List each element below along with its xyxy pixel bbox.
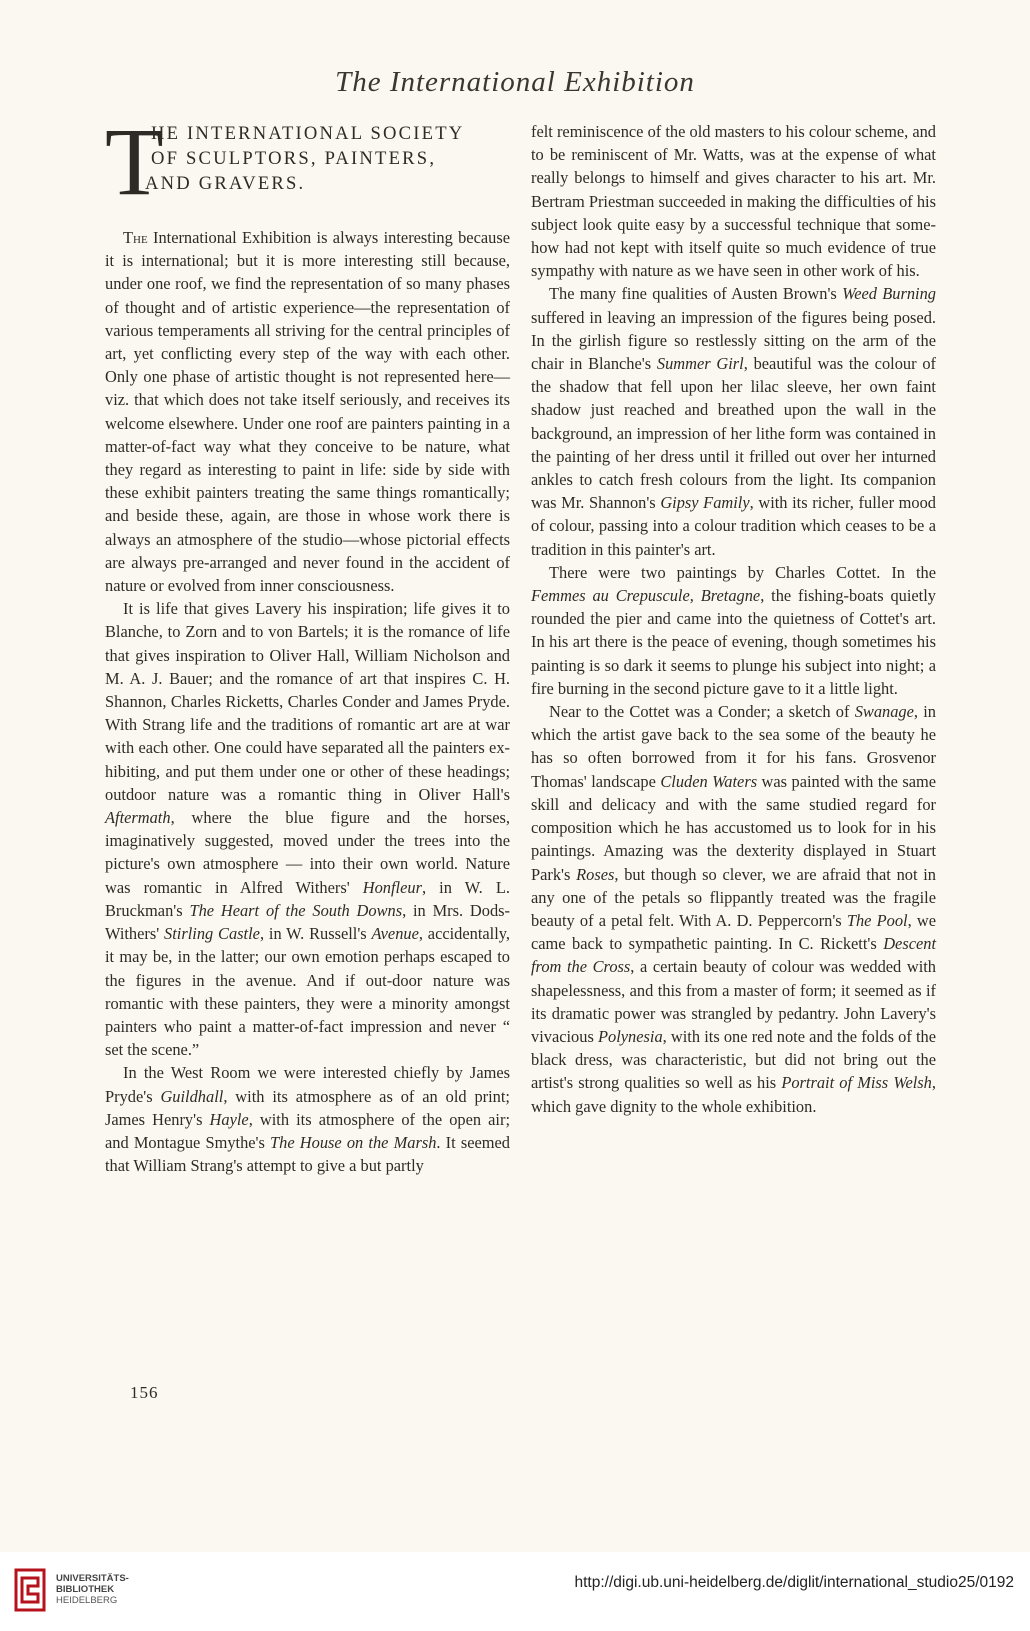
library-logo-icon (14, 1568, 46, 1612)
heading-line-1: HE INTERNATIONAL SOCIETY (151, 123, 465, 144)
drop-cap: T (105, 108, 164, 215)
footer-bar (0, 1552, 1030, 1631)
paragraph: In the West Room we were interested chiefly by James Pryde's Guildhall, with its atmosphere as of an old print; James Henry's Hayle, with its atmosphere of the open air; and Montague Smythe's The House on the Marsh. It seemed that William Strang's attempt to give a but partly (105, 1063, 511, 1176)
paragraph: The International Exhibition is always interesting because it is international; but it is more interesting still because, under one roof, we find the representation of so many phases of thought and of artistic experience—the representation of various temperaments all striving for the central principles of art, yet conflicting every step of the way with each other. Only one phase of artistic thought is not represented here—viz. that which does not take itself seriously, and receives its welcome elsewhere. Under one roof are painters painting in a matter-of-fact way what they conceive to be nature, what they regard as interesting to paint in life: side by side with these exhibit painters treating the same things romantically; and beside these, again, are those in whose work there is always an atmosphere of the studio—whose pictorial effects are always pre-arranged and never found in the accident of nature or evolved from inner consciousness. (105, 228, 510, 596)
paragraph: felt reminiscence of the old masters to his colour scheme, and to be reminiscent of Mr. Watts, was at the expense of what really belongs to himself and gives character to his art. Mr. Bertram Priestman succeeded in making the difficulties of his subject look quite easy by a successful technique that somehow had not kept with itself quite so much evidence of true sympathy with nature as we have seen in other work of his. (531, 122, 936, 281)
article-heading (105, 108, 510, 218)
heading-line-3: AND GRAVERS. (145, 173, 306, 194)
paragraph: It is life that gives Lavery his inspiration; life gives it to Blanche, to Zorn and to von Bartels; it is the romance of life that gives inspiration to Oliver Hall, William Nicholson and M. A. J. Bauer; and the romance of art that inspires C. H. Shannon, Charles Ricketts, Charles Conder and James Pryde. With Strang life and the traditions of romantic art are at war with each other. One could have separated all the painters exhibiting, and put them under one or other of these headings; outdoor nature was a romantic thing in Oliver Hall's Aftermath, where the blue figure and the horses, imaginatively suggested, moved under the trees into the picture's own atmosphere — into their own world. Nature was romantic in Alfred Withers' Honfleur, in W. L. Bruckman's The Heart of the South Downs, in Mrs. Dods-Withers' Stirling Castle, in W. Russell's Avenue, accidentally, it may be, in the latter; our own emotion perhaps escaped to the figures in the avenue. And if out-door nature was romantic with these painters, they were a minority amongst painters who paint a matter-of-fact impression and never “ set the scene.” (105, 599, 511, 1060)
page-number: 156 (130, 1383, 159, 1402)
paragraph: The many fine qualities of Austen Brown's Weed Burning suffered in leaving an impression of the figures being posed. In the girlish figure so restlessly sitting on the arm of the chair in Blanche's Summer Girl, beautiful was the colour of the shadow that fell upon her lilac sleeve, her own faint shadow just reached and breathed upon the wall in the background, an impression of her lithe form was contained in the painting of her dress until it frilled out over her inturned ankles to catch fresh colours from the light. Its companion was Mr. Shannon's Gipsy Family, with its richer, fuller mood of colour, passing into a colour tradition which ceases to be a tradition in this painter's art. (531, 284, 937, 559)
library-name: UNIVERSITÄTS- BIBLIOTHEK HEIDELBERG (56, 1573, 129, 1606)
source-url[interactable]: http://digi.ub.uni-heidelberg.de/diglit/international_studio25/0192 (574, 1574, 1014, 1591)
paragraph: There were two paintings by Charles Cottet. In the Femmes au Crepuscule, Bretagne, the fishing-boats quietly rounded the pier and came into the quietness of Cottet's art. In his art there is the peace of evening, though sometimes his painting is so dark it seems to plunge his subject into night; a fire burning in the second picture gave to it a little light. (531, 562, 936, 698)
heading-line-2: OF SCULPTORS, PAINTERS, (151, 148, 437, 169)
page-title: The International Exhibition (335, 66, 695, 98)
paragraph: Near to the Cottet was a Conder; a sketch of Swanage, in which the artist gave back to the sea some of the beauty he has so often borrowed from it for his fans. Grosvenor Thomas' landscape Cluden Waters was painted with the same skill and delicacy and with the same studied regard for composition which he has accustomed us to look for in his paintings. Amazing was the dexterity displayed in Stuart Park's Roses, but though so clever, we are afraid that not in any one of the petals so flippantly treated was the fragile beauty of a petal felt. With A. D. Peppercorn's The Pool, we came back to sympathetic painting. In C. Rickett's Descent from the Cross, a certain beauty of colour was wedded with shapelessness, and this from a master of form; it seemed as if its dramatic power was strangled by pedantry. John Lavery's vivacious Polynesia, with its one red note and the folds of the black dress, was characteristic, but did not bring out the artist's strong qualities so well as his Portrait of Miss Welsh, which gave dignity to the whole exhibition. (531, 702, 937, 1116)
right-column (531, 120, 936, 1118)
left-column (105, 108, 511, 1177)
